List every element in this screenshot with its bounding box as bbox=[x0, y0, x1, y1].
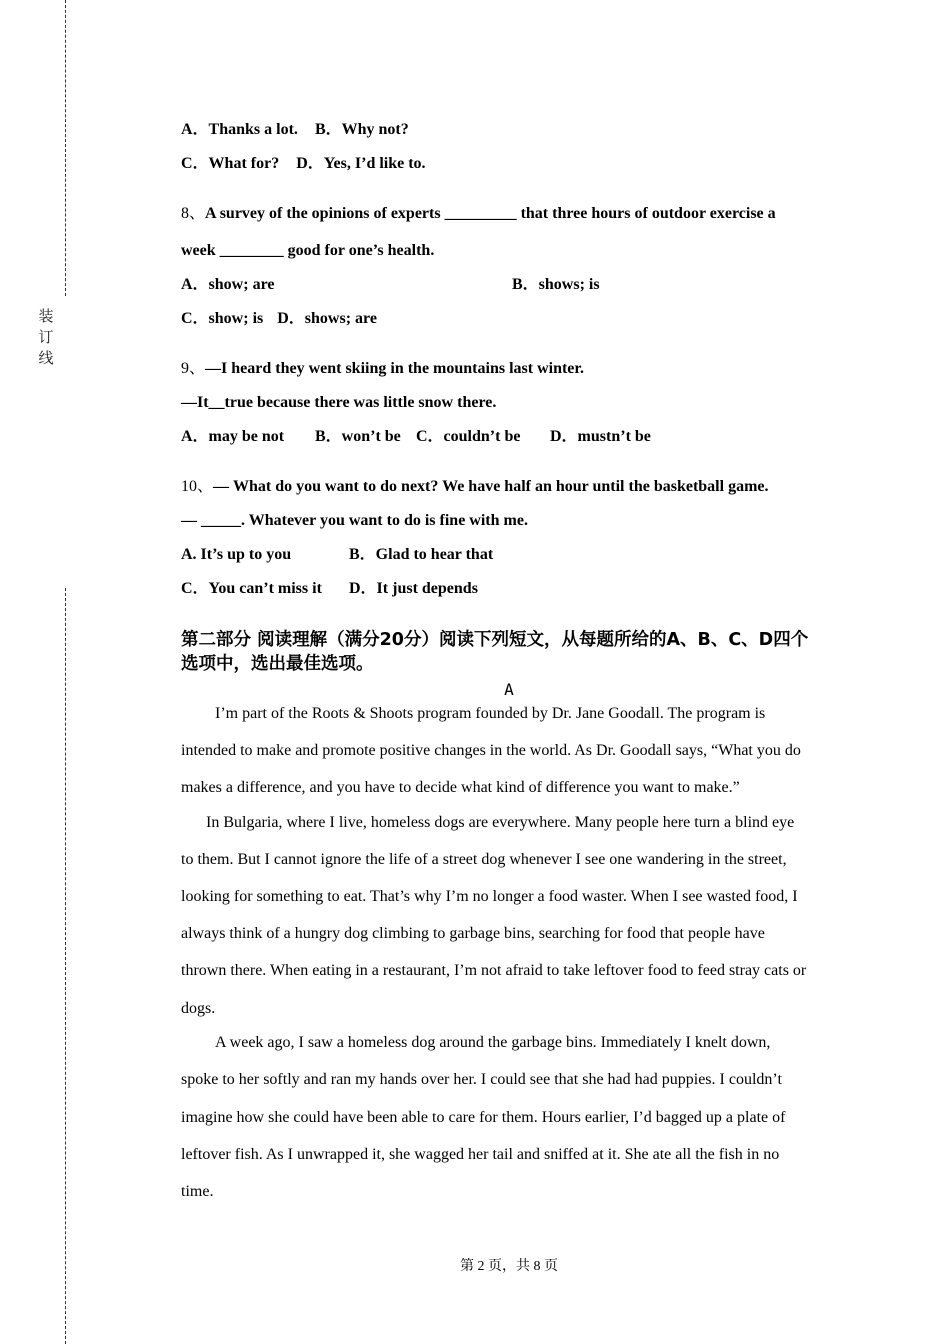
passage-line: looking for something to eat. That’s why I’m no longer a food waster. When I see wasted food, I bbox=[181, 888, 798, 905]
passage-line: always think of a hungry dog climbing to garbage bins, searching for food that people have bbox=[181, 925, 765, 942]
binding-label-char: 线 bbox=[38, 349, 54, 367]
q8-stem-line-2: week ________ good for one’s health. bbox=[181, 242, 435, 259]
q9-option-b: B．won’t be bbox=[315, 428, 401, 445]
binding-label-char: 装 bbox=[38, 307, 54, 325]
q8-options-row-2 bbox=[181, 309, 377, 329]
q7-options-row-1 bbox=[181, 120, 409, 140]
q10-stem-line-2: — _____. Whatever you want to do is fine with me. bbox=[181, 512, 528, 529]
q7-options-row-2 bbox=[181, 154, 426, 174]
page-number-footer: 第 2 页，共 8 页 bbox=[460, 1259, 558, 1274]
section-heading-line-1: 第二部分 阅读理解（满分20分）阅读下列短文，从每题所给的A、B、C、D四个 bbox=[181, 630, 809, 650]
q8-option-c: C．show; is bbox=[181, 310, 264, 327]
q9-option-c: C．couldn’t be bbox=[416, 428, 521, 445]
q8-number: 8、 bbox=[181, 205, 206, 222]
q7-option-d: D．Yes, I’d like to. bbox=[296, 155, 426, 172]
q7-option-c: C．What for? bbox=[181, 155, 280, 172]
passage-line: imagine how she could have been able to care for them. Hours earlier, I’d bagged up a plate of bbox=[181, 1109, 786, 1126]
passage-line: A week ago, I saw a homeless dog around the garbage bins. Immediately I knelt down, bbox=[215, 1034, 771, 1051]
q9-option-a: A．may be not bbox=[181, 428, 285, 445]
passage-line: to them. But I cannot ignore the life of a street dog whenever I see one wandering in the street, bbox=[181, 851, 787, 868]
passage-label: A bbox=[504, 680, 514, 699]
q10-number: 10、 bbox=[181, 478, 214, 495]
q8-option-d: D．shows; are bbox=[277, 310, 377, 327]
binding-line-label bbox=[38, 306, 54, 369]
q10-stem-text-1: — What do you want to do next? We have half an hour until the basketball game. bbox=[213, 478, 769, 495]
q9-stem-text-1: —I heard they went skiing in the mountains last winter. bbox=[205, 360, 585, 377]
q7-option-b: B．Why not? bbox=[314, 121, 409, 138]
passage-line: intended to make and promote positive changes in the world. As Dr. Goodall says, “What you do bbox=[181, 742, 801, 759]
passage-line: dogs. bbox=[181, 1000, 216, 1017]
section-heading bbox=[181, 628, 841, 676]
q10-option-c: C．You can’t miss it bbox=[181, 580, 322, 597]
q8-option-b: B．shows; is bbox=[512, 276, 600, 293]
q10-option-b: B．Glad to hear that bbox=[349, 546, 494, 563]
binding-label-char: 订 bbox=[38, 328, 54, 346]
section-heading-line-2: 选项中，选出最佳选项。 bbox=[181, 654, 374, 674]
passage-line: spoke to her softly and ran my hands over her. I could see that she had had puppies. I couldn’t bbox=[181, 1071, 782, 1088]
passage-line: makes a difference, and you have to decide what kind of difference you want to make.” bbox=[181, 779, 740, 796]
q10-option-d: D．It just depends bbox=[349, 580, 478, 597]
binding-dashed-line-bottom bbox=[65, 588, 66, 1344]
q10-stem-line-1 bbox=[181, 477, 769, 497]
q9-stem-line-2: —It__true because there was little snow there. bbox=[181, 394, 497, 411]
q8-stem-text-1: A survey of the opinions of experts _________ that three hours of outdoor exercise a bbox=[205, 205, 776, 222]
binding-dashed-line-top bbox=[65, 0, 66, 296]
passage-line: leftover fish. As I unwrapped it, she wagged her tail and sniffed at it. She ate all the fish in no bbox=[181, 1146, 780, 1163]
passage-line: In Bulgaria, where I live, homeless dogs are everywhere. Many people here turn a blind eye bbox=[206, 814, 795, 831]
q9-number: 9、 bbox=[181, 360, 206, 377]
q8-option-a: A．show; are bbox=[181, 276, 275, 293]
passage-line: I’m part of the Roots & Shoots program founded by Dr. Jane Goodall. The program is bbox=[215, 705, 766, 722]
q8-stem-line-1 bbox=[181, 204, 776, 224]
passage-line: time. bbox=[181, 1183, 214, 1200]
q9-option-d: D．mustn’t be bbox=[550, 428, 651, 445]
passage-line: thrown there. When eating in a restaurant, I’m not afraid to take leftover food to feed stray cats or bbox=[181, 962, 807, 979]
q9-stem-line-1 bbox=[181, 359, 584, 379]
q7-option-a: A．Thanks a lot. bbox=[181, 121, 298, 138]
q10-option-a: A. It’s up to you bbox=[181, 546, 292, 563]
